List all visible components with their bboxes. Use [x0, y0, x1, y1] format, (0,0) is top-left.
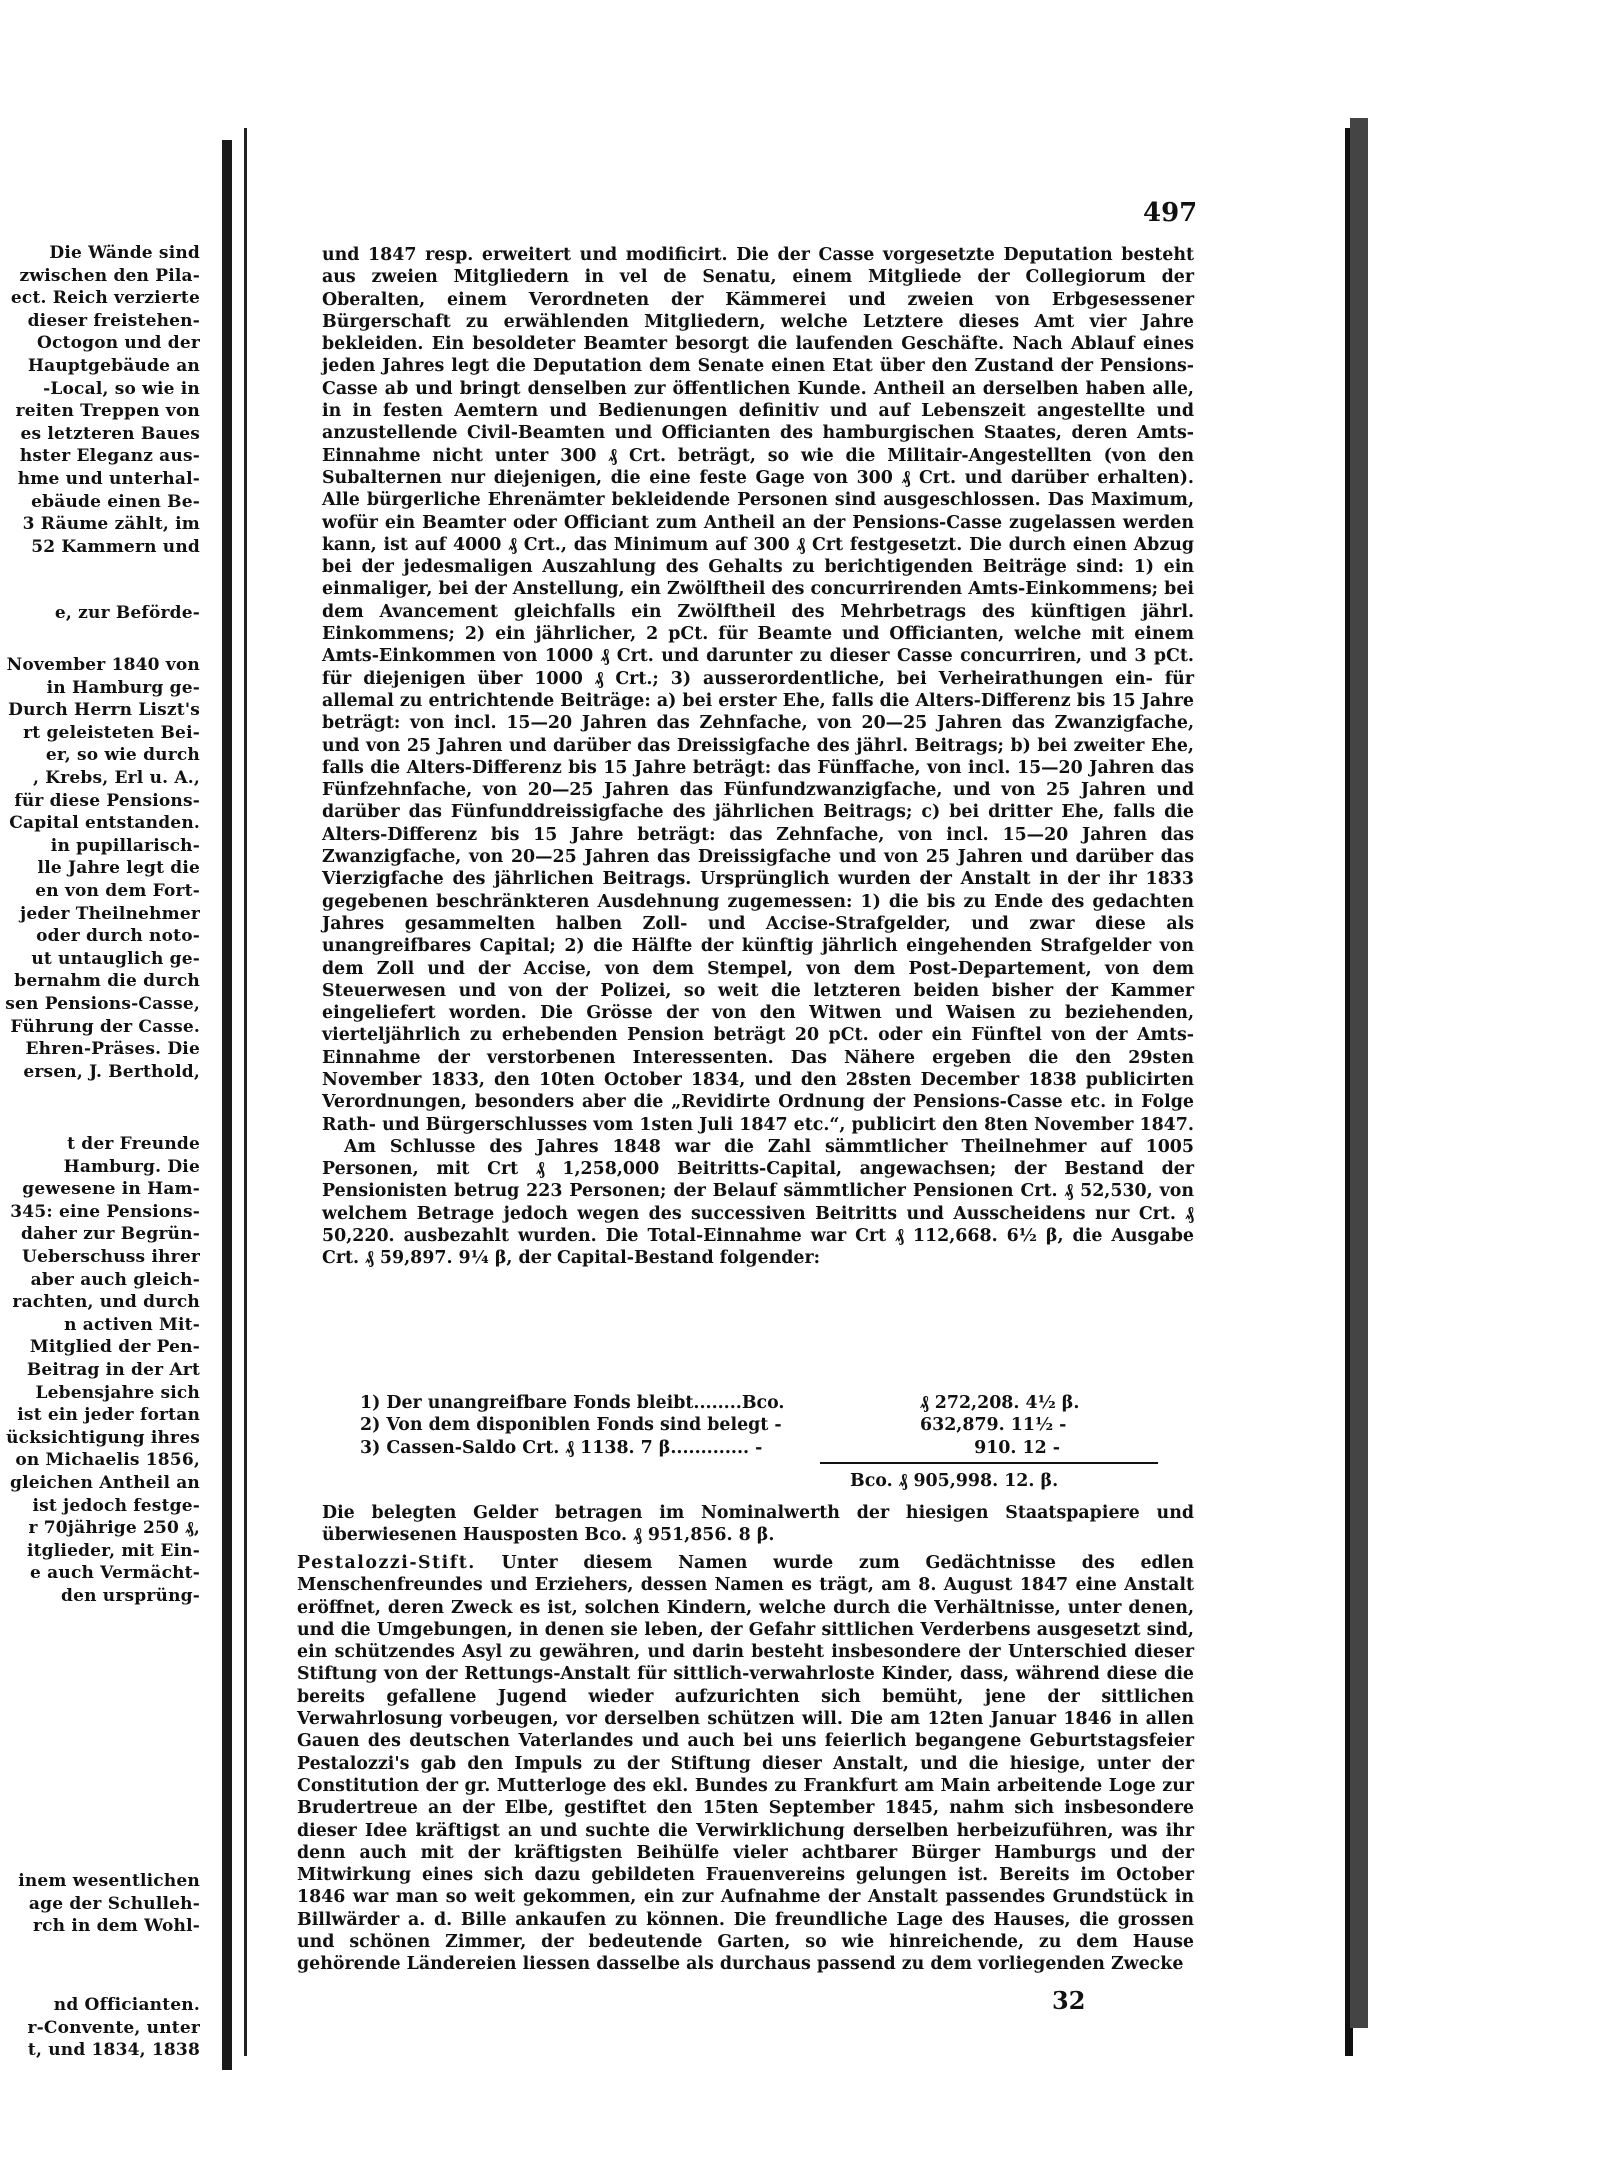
left-column-line: in pupillarisch- — [50, 835, 200, 856]
left-column-line: rt geleisteten Bei- — [23, 722, 200, 743]
left-facing-page — [0, 140, 232, 2070]
left-column-line: en von dem Fort- — [35, 880, 200, 901]
left-column-block-2 — [0, 602, 200, 625]
capital-item-value: 632,879. 11½ - — [920, 1415, 1067, 1436]
left-column-line: hster Eleganz aus- — [19, 446, 200, 467]
capital-item-value: ₰ 272,208. 4½ β. — [920, 1393, 1080, 1413]
left-column-line: Führung der Casse. — [10, 1016, 200, 1037]
left-column-line: ist jedoch festge- — [32, 1495, 200, 1516]
page-edge-shadow — [1350, 118, 1368, 2028]
capital-list-item — [360, 1437, 1060, 1459]
left-column-line: e auch Vermächt- — [30, 1563, 200, 1584]
left-column-line: n activen Mit- — [64, 1314, 200, 1335]
left-column-line: ebäude einen Be- — [31, 491, 200, 512]
left-column-block-4 — [0, 1133, 200, 1607]
left-column-line: November 1840 von — [6, 655, 200, 675]
left-column-line: gewesene in Ham- — [22, 1179, 200, 1200]
left-column-line: Octogon und der — [36, 333, 200, 354]
paragraph-pension-casse: und 1847 resp. erweitert und modificirt. Die der Casse vorgesetzte Deputation besteht aus zweien Mitgliedern in vel de Senatu, einem Mitgliede der Collegiorum der Oberalten, einem Verordneten der Kämmerei und zweien von Erbgesessener Bürgerschaft zu erwählenden Mitgliedern, welche Letztere dieses Amt vier Jahre bekleiden. Ein besoldeter Beamter besorgt die laufenden Geschäfte. Nach Ablauf eines jeden Jahres legt die Deputation dem Senate einen Etat über den Zustand der Pensions-Casse ab und bringt denselben zur öffentlichen Kunde. Antheil an derselben haben alle, in in festen Aemtern und Bedienungen definitiv und auf Lebenszeit angestellte und anzustellende Civil-Beamten und Officianten des hamburgischen Staates, deren Amts-Einnahme nicht unter 300 ₰ Crt. beträgt, so wie die Militair-Angestellten (von den Subalternen nur diejenigen, die eine feste Gage von 300 ₰ Crt. und darüber erhalten). Alle bürgerliche Ehrenämter bekleidende Personen sind ausgeschlossen. Das Maximum, wofür ein Beamter oder Officiant zum Antheil an der Pensions-Casse zugelassen werden kann, ist auf 4000 ₰ Crt., das Minimum auf 300 ₰ Crt festgesetzt. Die durch einen Abzug bei der jedesmaligen Auszahlung des Gehalts zu berichtigenden Beiträge sind: 1) ein einmaliger, bei der Anstellung, ein Zwölftheil des concurrirenden Amts-Einkommens; bei dem Avancement gleichfalls ein Zwölftheil des Mehrbetrags des künftigen jährl. Einkommens; 2) ein jährlicher, 2 pCt. für Beamte und Officianten, welche mit einem Amts-Einkommen von 1000 ₰ Crt. und darunter zu dieser Casse concurriren, und 3 pCt. für diejenigen über 1000 ₰ Crt.; 3) ausserordentliche, bei Verheirathungen ein- für allemal zu entrichtende Beiträge: a) bei erster Ehe, falls die Alters-Differenz bis 15 Jahre beträgt: von incl. 15—20 Jahren das Zehnfache, von 20—25 Jahren das Zwanzigfache, und von 25 Jahren und darüber das Dreissigfache des jährl. Beitrags; b) bei zweiter Ehe, falls die Alters-Differenz bis 15 Jahre beträgt: das Fünffache, von incl. 15—20 Jahren das Fünfzehnfache, von 20—25 Jahren das Fünfundzwanzigfache, und von 25 Jahren und darüber das Fünfunddreissigfache des jährlichen Beitrags; c) bei dritter Ehe, falls die Alters-Differenz bis 15 Jahre beträgt: das Zehnfache, von incl. 15—20 Jahren das Zwanzigfache, von 20—25 Jahren das Dreissigfache und von 25 Jahren und darüber das Vierzigfache des jährlichen Beitrags. Ursprünglich wurden der Anstalt in der ihr 1833 gegebenen beschränkteren Ausdehnung zugemessen: 1) die bis zu Ende des gedachten Jahres gesammelten halben Zoll- und Accise-Strafgelder, und zwar diese als unangreifbares Capital; 2) die Hälfte der künftig jährlich eingehenden Strafgelder von dem Zoll und der Accise, von dem Stempel, von dem Post-Departement, von dem Steuerwesen und von der Polizei, so weit die letzteren beiden bisher der Kammer eingeliefert worden. Die Grösse der von den Witwen und Waisen zu beziehenden, vierteljährlich zu erhebenden Pension beträgt 20 pCt. oder ein Fünftel von der Amts-Einnahme der verstorbenen Interessenten. Das Nähere ergeben die den 29sten November 1833, den 10ten October 1834, und den 28sten December 1838 publicirten Verordnungen, besonders aber die „Revidirte Ordnung der Pensions-Casse etc. in Folge Rath- und Bürgerschlusses vom 1sten Juli 1847 etc.“, publicirt den 8ten November 1847. — [322, 245, 1194, 1135]
page-number: 497 — [1143, 198, 1198, 228]
left-column-line: on Michaelis 1856, — [15, 1450, 200, 1471]
left-column-line: hme und unterhal- — [17, 468, 200, 489]
left-column-line: es letzteren Baues — [20, 423, 200, 444]
left-column-line: ücksichtigung ihres — [6, 1427, 200, 1448]
capital-list-item — [360, 1414, 1067, 1436]
left-column-line: Hamburg. Die — [63, 1156, 200, 1177]
capital-list — [360, 1392, 1080, 1459]
left-column-line: Mitglied der Pen- — [29, 1337, 200, 1358]
left-column-line: e, zur Beförde- — [54, 603, 200, 623]
left-column-line: ersen, J. Berthold, — [23, 1061, 200, 1082]
capital-item-label: 2) Von dem disponiblen Fonds sind belegt - — [360, 1415, 782, 1436]
capital-list-item — [360, 1392, 1080, 1414]
left-column-line: dieser freistehen- — [27, 310, 200, 331]
left-column-line: Ehren-Präses. Die — [25, 1039, 200, 1060]
left-column-line: jeder Theilnehmer — [20, 903, 200, 924]
pestalozzi-text: Unter diesem Namen wurde zum Gedächtnisse des edlen Menschenfreundes und Erziehers, dessen Namen es trägt, am 8. August 1847 eine Anstalt eröffnet, deren Zweck es ist, solchen Kindern, welche durch die Verhältnisse, unter denen, und die Umgebungen, in denen sie leben, der Gefahr sittlichen Verderbens ausgesetzt sind, ein schützendes Asyl zu gewähren, und darin besteht insbesondere der Unterschied dieser Stiftung von der Rettungs-Anstalt für sittlich-verwahrloste Kinder, dass, während diese die bereits gefallene Jugend wieder aufzurichten sich bemüht, jene der sittlichen Verwahrlosung vorbeugen, vor derselben schützen will. Die am 12ten Januar 1846 in allen Gauen des deutschen Vaterlandes und auch bei uns feierlich begangene Geburtstagsfeier Pestalozzi's gab den Impuls zu der Stiftung dieser Anstalt, und die hiesige, unter der Constitution der gr. Mutterloge des ekl. Bundes zu Frankfurt am Main arbeitende Loge zur Brudertreue an der Elbe, gestiftet den 15ten September 1845, nahm sich insbesondere dieser Idee kräftigst an und suchte die Verwirklichung derselben herbeizuführen, was ihr denn auch mit der kräftigsten Beihülfe vieler achtbarer Bürger Hamburgs und der Mitwirkung eines sich dazu gebildeten Frauenvereins gelungen ist. Bereits im October 1846 war man so weit gekommen, ein zur Aufnahme der Anstalt passendes Grundstück in Billwärder a. d. Bille ankaufen zu können. Die freundliche Lage des Hauses, die grossen und schönen Zimmer, der bedeutende Garten, so wie hinreichende, zu dem Hause gehörende Ländereien liessen dasselbe als durchaus passend zu dem vorliegenden Zwecke — [297, 1553, 1194, 1975]
left-column-line: aber auch gleich- — [30, 1269, 200, 1290]
left-column-line: daher zur Begrün- — [20, 1224, 200, 1245]
capital-total: Bco. ₰ 905,998. 12. β. — [850, 1471, 1059, 1491]
left-column-line: inem wesentlichen — [18, 1871, 200, 1891]
capital-item-value: 910. 12 - — [974, 1437, 1060, 1458]
left-column-line: gleichen Antheil an — [9, 1472, 200, 1493]
left-column-line: 52 Kammern und — [31, 536, 200, 557]
left-column-line: Hauptgebäude an — [27, 355, 200, 376]
left-column-line: reiten Treppen von — [15, 401, 200, 422]
paragraph-belegte-gelder: Die belegten Gelder betragen im Nominalwerth der hiesigen Staatspapiere und überwiesenen Hausposten Bco. ₰ 951,856. 8 β. — [322, 1503, 1194, 1546]
left-column-line: -Local, so wie in — [43, 378, 200, 399]
left-column-line: rachten, und durch — [12, 1292, 200, 1313]
signature-mark: 32 — [1052, 1986, 1086, 2015]
pestalozzi-heading: Pestalozzi-Stift. — [297, 1553, 476, 1573]
left-column-block-6 — [0, 1994, 200, 2062]
paragraph-statistics-1848: Am Schlusse des Jahres 1848 war die Zahl sämmtlicher Theilnehmer auf 1005 Personen, mit Crt ₰ 1,258,000 Beitritts-Capital, angewachsen; der Bestand der Pensionisten betrug 223 Personen; der Belauf sämmtlicher Pensionen Crt. ₰ 52,530, von welchem Betrage jedoch wegen des successiven Beitritts und Ausscheidens nur Crt. ₰ 50,220. ausbezahlt wurden. Die Total-Einnahme war Crt ₰ 112,668. 6½ β, die Ausgabe Crt. ₰ 59,897. 9¼ β, der Capital-Bestand folgender: — [322, 1136, 1194, 1269]
left-column-line: rch in dem Wohl- — [32, 1916, 200, 1937]
left-column-line: ist ein jeder fortan — [17, 1405, 200, 1426]
left-column-line: oder durch noto- — [36, 926, 200, 947]
pestalozzi-section — [297, 1552, 1194, 1976]
left-column-line: ect. Reich verzierte — [10, 288, 200, 309]
left-column-line: age der Schulleh- — [28, 1893, 200, 1914]
sum-rule — [820, 1462, 1158, 1464]
left-column-line: Die Wände sind — [49, 243, 200, 263]
left-column-line: Lebensjahre sich — [35, 1382, 200, 1403]
left-column-line: t der Freunde — [67, 1134, 200, 1154]
left-column-line: sen Pensions-Casse, — [5, 993, 200, 1014]
left-column-line: , Krebs, Erl u. A., — [33, 767, 200, 788]
left-column-line: 345: eine Pensions- — [10, 1201, 200, 1222]
left-column-line: nd Officianten. — [53, 1995, 200, 2015]
left-column-line: er, so wie durch — [45, 745, 200, 766]
left-column-line: Beitrag in der Art — [26, 1359, 200, 1380]
left-column-line: itglieder, mit Ein- — [26, 1540, 200, 1561]
left-column-line: t, und 1834, 1838 — [27, 2040, 200, 2061]
left-column-line: Capital entstanden. — [9, 813, 200, 834]
left-column-line: bernahm die durch — [14, 971, 200, 992]
left-column-line: Ueberschuss ihrer — [22, 1246, 200, 1267]
left-column-block-3 — [0, 654, 200, 1083]
left-column-block-5 — [0, 1870, 200, 1938]
left-column-block-1 — [0, 242, 200, 558]
capital-item-label: 3) Cassen-Saldo Crt. ₰ 1138. 7 β............. - — [360, 1437, 763, 1458]
left-column-line: ut untauglich ge- — [31, 948, 200, 969]
left-column-line: 3 Räume zählt, im — [22, 514, 200, 535]
left-column-line: den ursprüng- — [61, 1585, 200, 1606]
left-column-line: Durch Herrn Liszt's — [8, 700, 200, 721]
capital-item-label: 1) Der unangreifbare Fonds bleibt........Bco. — [360, 1393, 785, 1413]
left-column-line: r 70jährige 250 ₰, — [28, 1518, 200, 1539]
left-column-line: zwischen den Pila- — [19, 265, 200, 286]
left-column-line: lle Jahre legt die — [37, 858, 200, 879]
left-column-line: r-Convente, unter — [27, 2017, 200, 2038]
left-column-line: in Hamburg ge- — [46, 677, 200, 698]
main-text — [322, 244, 1194, 1270]
left-column-line: für diese Pensions- — [14, 790, 200, 811]
